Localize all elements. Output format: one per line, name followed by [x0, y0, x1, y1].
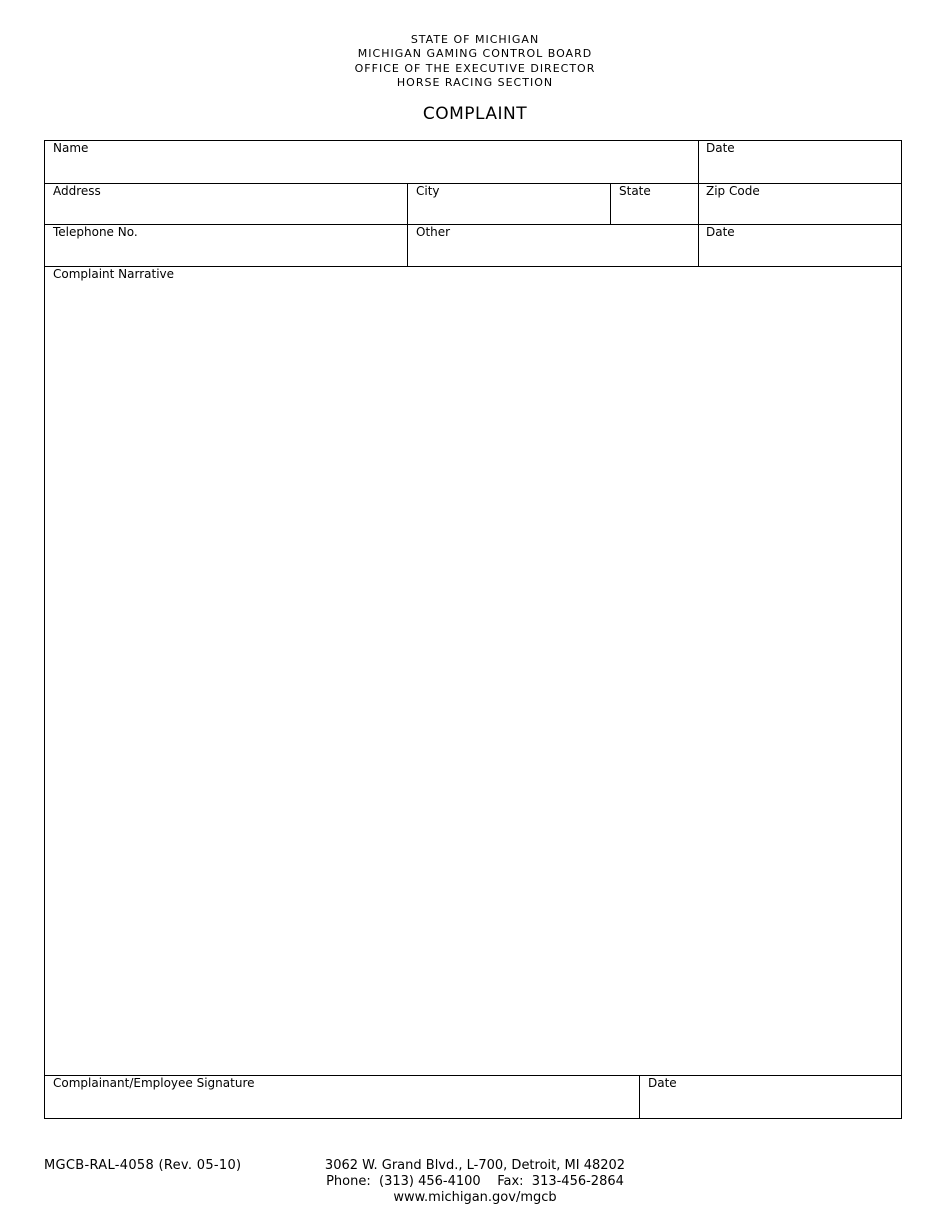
other-input[interactable] — [412, 242, 694, 263]
address-label: Address — [53, 184, 101, 198]
agency-contact — [290, 1158, 660, 1206]
state-label: State — [619, 184, 651, 198]
city-label: City — [416, 184, 440, 198]
form-number: MGCB-RAL-4058 (Rev. 05-10) — [44, 1158, 242, 1173]
address-field[interactable] — [45, 184, 407, 224]
header-state: STATE OF MICHIGAN — [410, 33, 540, 46]
agency-address: 3062 W. Grand Blvd., L-700, Detroit, MI 48202 — [324, 1158, 626, 1173]
city-input[interactable] — [412, 201, 606, 221]
complaint-form — [44, 140, 902, 1119]
date-field-top[interactable] — [699, 141, 901, 183]
agency-phone-fax: Phone: (313) 456-4100 Fax: 313-456-2864 — [326, 1174, 624, 1189]
header-office: OFFICE OF THE EXECUTIVE DIRECTOR — [354, 61, 596, 75]
telephone-input[interactable] — [49, 242, 403, 263]
date-input[interactable] — [703, 242, 897, 263]
signature-field[interactable] — [45, 1076, 639, 1118]
signature-input[interactable] — [49, 1093, 635, 1115]
other-label: Other — [416, 225, 451, 239]
telephone-field[interactable] — [45, 225, 407, 266]
state-field[interactable] — [611, 184, 698, 224]
date-label: Date — [706, 225, 735, 239]
narrative-textarea[interactable] — [49, 284, 897, 1072]
narrative-field[interactable] — [45, 267, 901, 1075]
name-field[interactable] — [45, 141, 698, 183]
date-field-middle[interactable] — [699, 225, 901, 266]
signature-label: Complainant/Employee Signature — [53, 1076, 255, 1090]
form-title: COMPLAINT — [422, 104, 528, 124]
date-input[interactable] — [644, 1093, 897, 1115]
address-input[interactable] — [49, 201, 403, 221]
date-field-bottom[interactable] — [640, 1076, 901, 1118]
agency-website: www.michigan.gov/mgcb — [393, 1190, 557, 1205]
zip-input[interactable] — [703, 201, 897, 221]
other-field[interactable] — [408, 225, 698, 266]
narrative-label: Complaint Narrative — [53, 267, 175, 281]
zip-label: Zip Code — [706, 184, 760, 198]
date-label: Date — [706, 141, 735, 155]
header-board: MICHIGAN GAMING CONTROL BOARD — [357, 47, 593, 61]
state-input[interactable] — [615, 201, 694, 221]
telephone-label: Telephone No. — [53, 225, 138, 239]
city-field[interactable] — [408, 184, 610, 224]
zip-field[interactable] — [699, 184, 901, 224]
date-input[interactable] — [703, 158, 897, 180]
name-label: Name — [53, 141, 89, 155]
agency-header — [0, 33, 950, 90]
date-label: Date — [648, 1076, 677, 1090]
header-section: HORSE RACING SECTION — [396, 75, 554, 89]
name-input[interactable] — [49, 158, 694, 180]
